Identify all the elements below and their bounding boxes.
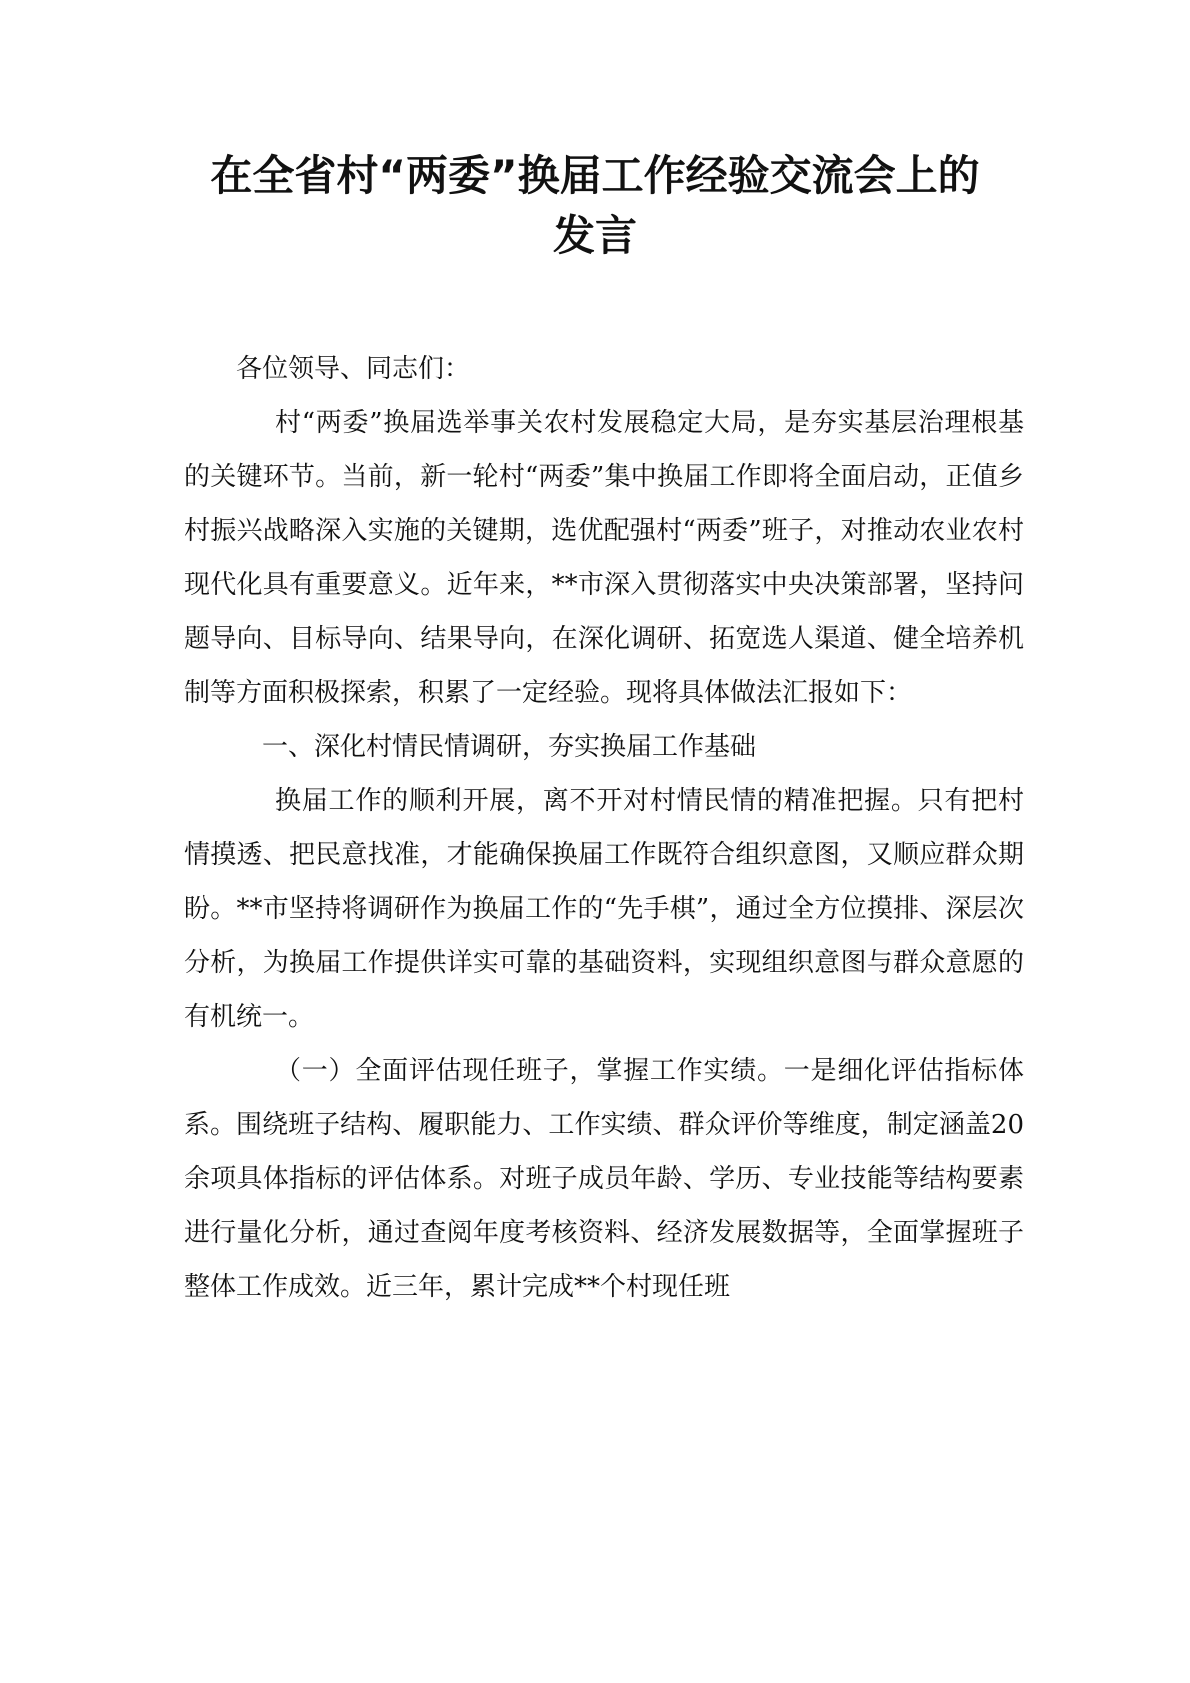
title-line-1: 在全省村“两委”换届工作经验交流会上的 [210,151,980,200]
section-heading-1: 一、深化村情民情调研，夯实换届工作基础 [262,732,757,762]
title-line-2: 发言 [552,211,637,260]
paragraph-subsection-1: （一）全面评估现任班子，掌握工作实绩。一是细化评估指标体系。围绕班子结构、履职能力、工作实绩、群众评价等维度，制定涵盖20余项具体指标的评估体系。对班子成员年龄、学历、专业技能等结构要素进行量化分析，通过查阅年度考核资料、经济发展数据等，全面掌握班子整体工作成效。近三年，累计完成**个村现任班 [184,1056,1024,1302]
paragraph-section-1: 换届工作的顺利开展，离不开对村情民情的精准把握。只有把村情摸透、把民意找准，才能确保换届工作既符合组织意图，又顺应群众期盼。**市坚持将调研作为换届工作的“先手棋”，通过全方位摸排、深层次分析，为换届工作提供详实可靠的基础资料，实现组织意图与群众意愿的有机统一。 [184,786,1024,1032]
paragraph-intro: 村“两委”换届选举事关农村发展稳定大局，是夯实基层治理根基的关键环节。当前，新一轮村“两委”集中换届工作即将全面启动，正值乡村振兴战略深入实施的关键期，选优配强村“两委”班子，对推动农业农村现代化具有重要意义。近年来，**市深入贯彻落实中央决策部署，坚持问题导向、目标导向、结果导向，在深化调研、拓宽选人渠道、健全培养机制等方面积极探索，积累了一定经验。现将具体做法汇报如下： [184,408,1024,708]
document-title [150,146,1040,266]
salutation: 各位领导、同志们： [236,354,471,384]
document-body [184,342,1024,1314]
